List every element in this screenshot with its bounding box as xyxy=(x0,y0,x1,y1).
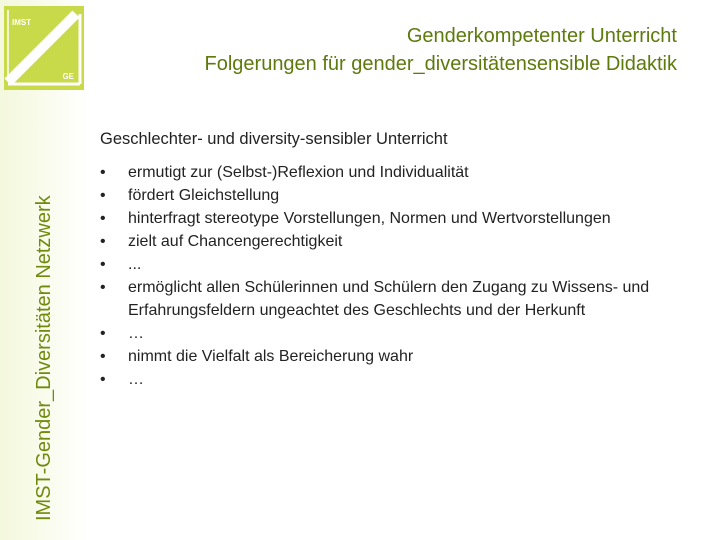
list-item-text: nimmt die Vielfalt als Bereicherung wahr xyxy=(128,348,414,365)
bullet-list xyxy=(100,161,700,391)
bullet-glyph: • xyxy=(100,210,106,227)
list-item xyxy=(100,184,700,207)
bullet-glyph: • xyxy=(100,256,106,273)
sidebar xyxy=(0,0,90,540)
list-item-text: ... xyxy=(128,256,142,273)
list-item-text: … xyxy=(128,371,144,388)
bullet-glyph: • xyxy=(100,187,106,204)
logo-text-bottom: GE xyxy=(62,72,74,81)
list-item-text: hinterfragt stereotype Vorstellungen, Normen und Wertvorstellungen xyxy=(128,210,611,227)
slide-header xyxy=(205,22,678,78)
list-item xyxy=(100,253,700,276)
bullet-glyph: • xyxy=(100,348,106,365)
list-item-text: ermutigt zur (Selbst-)Reflexion und Individualität xyxy=(128,164,469,181)
list-item-text: ermöglicht allen Schülerinnen und Schülern den Zugang zu Wissens- und Erfahrungsfeldern ungeachtet des Geschlechts und der Herkunft xyxy=(128,279,650,319)
list-item xyxy=(100,276,700,322)
list-item xyxy=(100,230,700,253)
slide-subtitle: Folgerungen für gender_diversitätensensible Didaktik xyxy=(204,53,677,75)
vertical-network-label xyxy=(0,0,60,540)
bullet-glyph: • xyxy=(100,164,106,181)
bullet-glyph: • xyxy=(100,371,106,388)
list-item-text: fördert Gleichstellung xyxy=(128,187,280,204)
section-heading: Geschlechter- und diversity-sensibler Unterricht xyxy=(100,130,448,148)
list-item xyxy=(100,322,700,345)
list-item xyxy=(100,345,700,368)
list-item xyxy=(100,161,700,184)
logo-text-top: IMST xyxy=(12,18,32,27)
bullet-glyph: • xyxy=(100,233,106,250)
bullet-glyph: • xyxy=(100,325,106,342)
slide-title: Genderkompetenter Unterricht xyxy=(406,25,677,47)
list-item-text: zielt auf Chancengerechtigkeit xyxy=(128,233,343,250)
list-item xyxy=(100,368,700,391)
bullet-glyph: • xyxy=(100,279,106,296)
list-item xyxy=(100,207,700,230)
network-label-text: IMST-Gender_Diversitäten Netzwerk xyxy=(33,195,55,521)
list-item-text: … xyxy=(128,325,144,342)
